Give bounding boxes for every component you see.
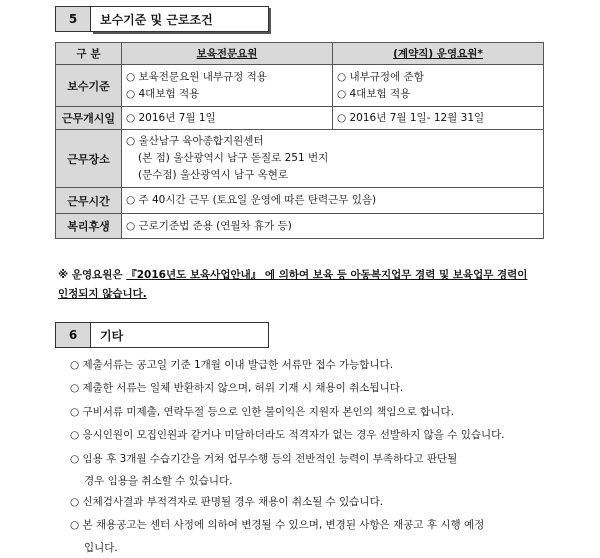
table-row: [56, 107, 544, 130]
cell-line: ○ 2016년 7월 1일- 12월 31일: [337, 111, 485, 124]
section-title: 보수기준 및 근로조건: [91, 6, 269, 32]
cell-line: ○ 내부규정에 준함: [337, 70, 424, 83]
table-row: [56, 65, 544, 107]
cell-line: ○ 4대보험 적용: [126, 87, 200, 100]
note-text: [58, 266, 548, 304]
list-item-continued: 경우 임용을 취소할 수 있습니다.: [84, 475, 233, 488]
list-item: ○ 신체검사결과 부적격자로 판명될 경우 채용이 취소될 수 있습니다.: [70, 496, 384, 509]
section-5-header: [55, 6, 269, 32]
table-cell: [333, 65, 544, 107]
note-emphasis: 『2016년도 보육사업안내』 에 의하여 보육 등 아동복지업무 경력 및 보육업무 경력이: [126, 269, 528, 281]
list-item: ○ 제출서류는 공고일 기준 1개월 이내 발급한 서류만 접수 가능합니다.: [70, 359, 394, 371]
table-header: 보육전문요원: [122, 43, 333, 65]
cell-line: ○ 보육전문요원 내부규정 적용: [126, 70, 267, 83]
cell-line: (본 점) 울산광역시 남구 돋질로 251 번지: [138, 152, 329, 164]
table-cell: [122, 214, 544, 239]
row-label: 근무시간: [56, 188, 122, 214]
row-label: 복리후생: [56, 214, 122, 239]
cell-line: ○ 2016년 7월 1일: [126, 111, 216, 124]
table-row: [56, 214, 544, 239]
list-item: ○ 본 채용공고는 센터 사정에 의하여 변경될 수 있으며, 변경된 사항은 재공고 후 시행 예정: [70, 519, 485, 532]
table-header: 구 분: [56, 43, 122, 65]
cell-line: ○ 4대보험 적용: [337, 87, 411, 100]
table-row: [56, 130, 544, 188]
row-label: 보수기준: [56, 65, 122, 107]
section-number: 5: [55, 6, 91, 32]
table-cell: [333, 107, 544, 130]
table-cell: [122, 107, 333, 130]
table-cell: [122, 130, 544, 188]
cell-line: (문수점) 울산광역시 남구 옥현로: [138, 169, 289, 181]
cell-line: ○ 주 40시간 근무 (토요일 운영에 따른 탄력근무 있음): [126, 194, 377, 206]
row-label: 근무장소: [56, 130, 122, 188]
list-item: ○ 임용 후 3개월 수습기간을 거쳐 업무수행 등의 전반적인 능력이 부족하다고 판단될: [70, 452, 458, 465]
table-header: (계약직) 운영요원*: [333, 43, 544, 65]
notice-list: [70, 354, 560, 558]
table-cell: [122, 65, 333, 107]
list-item: ○ 제출한 서류는 일체 반환하지 않으며, 허위 기재 시 채용이 취소됩니다.: [70, 382, 404, 395]
section-title: 기타: [91, 322, 269, 348]
list-item: ○ 응시인원이 모집인원과 같거나 미달하더라도 적격자가 없는 경우 선발하지 않을 수 있습니다.: [70, 429, 505, 442]
table-cell: [122, 188, 544, 214]
list-item-continued: 입니다.: [84, 541, 118, 554]
row-label: 근무개시일: [56, 107, 122, 130]
section-number: 6: [55, 322, 91, 348]
cell-line: ○ 근로기준법 준용 (연월차 휴가 등): [126, 219, 292, 232]
list-item: ○ 구비서류 미제출, 연락두절 등으로 인한 불이익은 지원자 본인의 책임으로 합니다.: [70, 405, 454, 418]
section-6-header: [55, 322, 269, 348]
cell-line: ○ 울산남구 육아종합지원센터: [126, 135, 264, 147]
table-row: [56, 188, 544, 214]
table-header-row: [56, 43, 544, 65]
conditions-table: [55, 42, 544, 239]
note-line-2: 인정되지 않습니다.: [58, 288, 147, 300]
note-prefix: ※ 운영요원은: [58, 269, 127, 281]
